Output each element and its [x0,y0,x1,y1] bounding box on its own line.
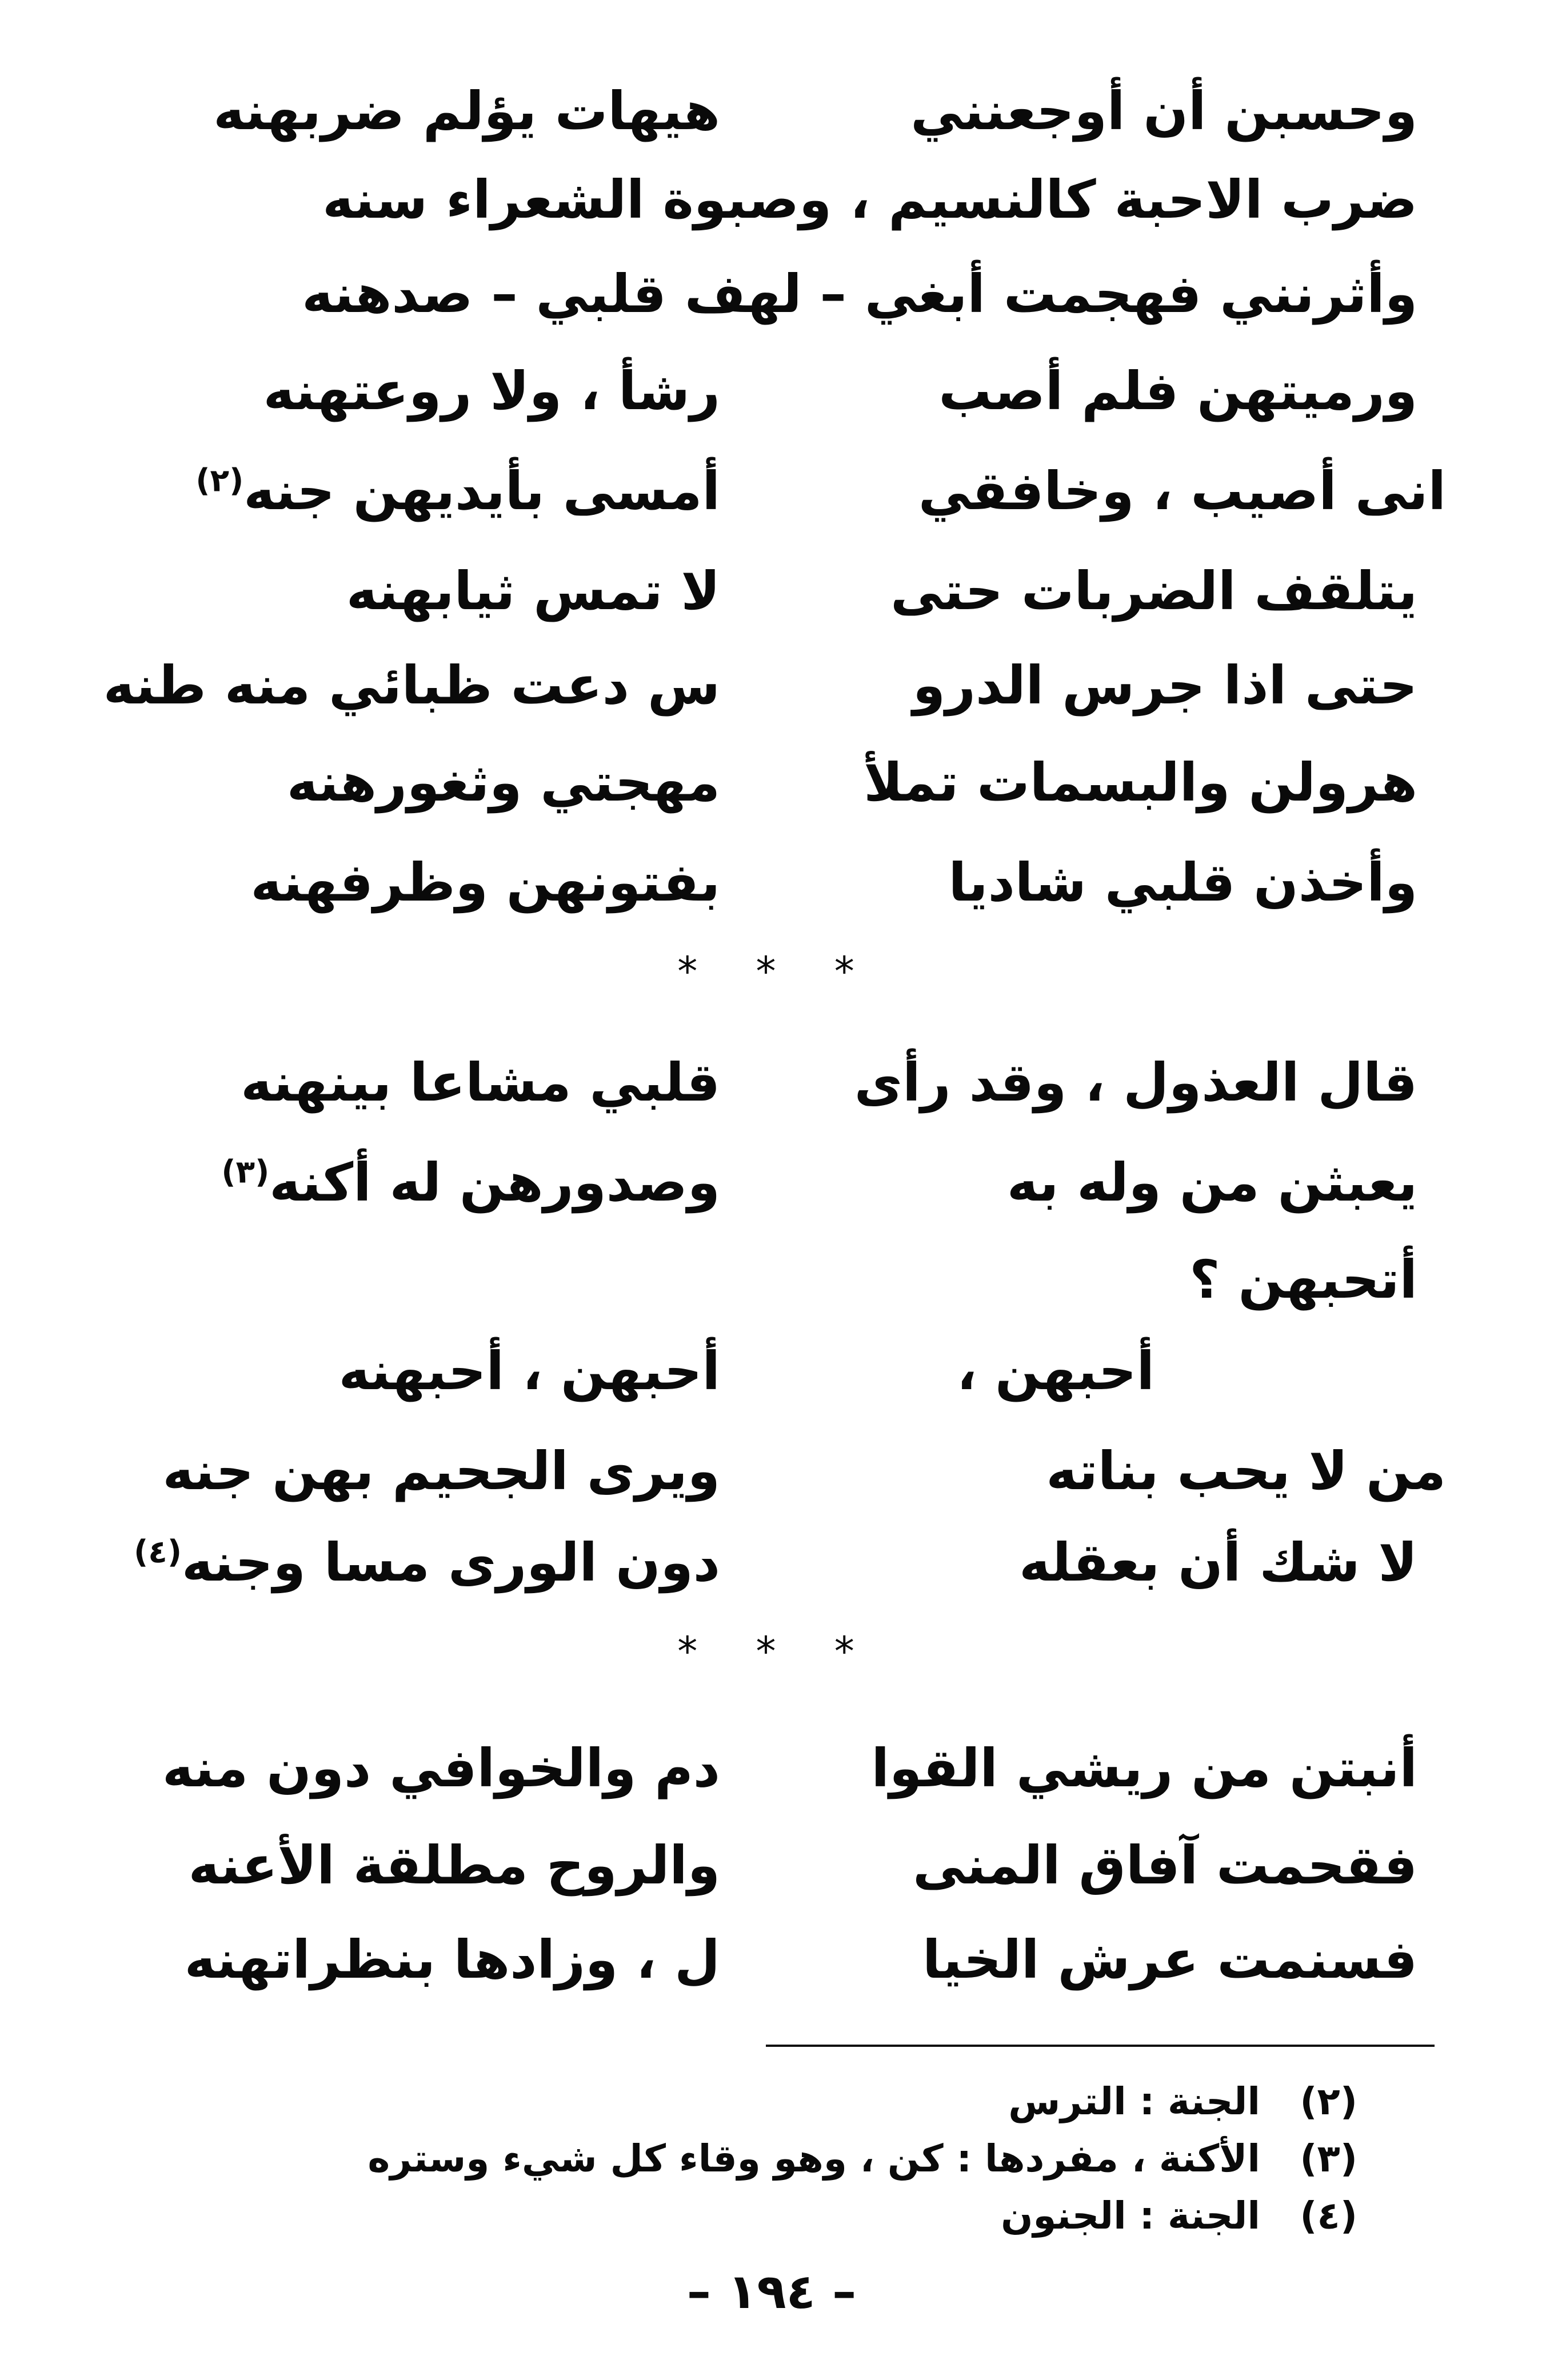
verse-14-hemistich-2: ويرى الجحيم بهن جنه [162,1441,720,1502]
verse-7-hemistich-2: س دعت ظبائي منه طنه [103,655,720,716]
verse-12-question: أتحبهن ؟ [1189,1249,1417,1310]
verse-7-hemistich-1: حتى اذا جرس الدرو [912,655,1417,716]
footnote-ref-3: (٣) [221,1153,270,1190]
verse-6-hemistich-1: يتلقف الضربات حتى [890,561,1417,622]
verse-11-hemistich-1: يعبثن من وله به [1006,1152,1417,1213]
verse-18-hemistich-1: فسنمت عرش الخيا [922,1929,1417,1990]
footnote-4 [1001,2189,1357,2243]
verse-5-hemistich-1: انى أصيب ، وخافقي [918,461,1446,522]
verse-9-hemistich-2: بفتونهن وظرفهنه [250,852,720,913]
verse-5-hemistich-2 [86,449,720,534]
verse-16-hemistich-1: أنبتن من ريشي القوا [871,1738,1417,1799]
verse-13-hemistich-2: أحبهن ، أحبهنه [338,1341,720,1402]
verse-10-hemistich-2: قلبي مشاعا بينهنه [241,1052,720,1113]
verse-14-hemistich-1: من لا يحب بناته [1046,1441,1446,1502]
verse-10-hemistich-1: قال العذول ، وقد رأى [854,1052,1417,1113]
stanza-separator-1: * * * [677,948,877,995]
stanza-separator-2: * * * [677,1628,877,1675]
verse-17-hemistich-2: والروح مطلقة الأعنه [188,1835,720,1896]
footnote-ref-2: (٢) [195,462,244,499]
verse-8-hemistich-1: هرولن والبسمات تملأ [864,752,1417,813]
page-number: – ١٩٤ – [686,2263,857,2319]
footnote-3-number: (٣) [1300,2137,1357,2181]
footnote-2-text: الجنة : الترس [1008,2079,1260,2123]
verse-15-hemistich-1: لا شك أن بعقله [1019,1532,1417,1593]
footnote-4-number: (٤) [1300,2194,1357,2238]
verse-16-hemistich-2: دم والخوافي دون منه [162,1738,720,1799]
footnote-4-text: الجنة : الجنون [1001,2194,1260,2238]
verse-3-full: وأثرنني فهجمت أبغي – لهف قلبي – صدهنه [302,263,1417,325]
verse-6-hemistich-2: لا تمس ثيابهنه [346,561,720,622]
verse-4-hemistich-2: رشأ ، ولا روعتهنه [263,361,720,422]
footnote-2-number: (٢) [1300,2079,1357,2123]
verse-11-hemistich-2 [86,1140,720,1226]
verse-17-hemistich-1: فقحمت آفاق المنى [913,1835,1417,1896]
verse-1-hemistich-2: هيهات يؤلم ضربهنه [213,81,720,142]
footnote-3-text: الأكنة ، مفردها : كن ، وهو وقاء كل شيء وستره [367,2137,1260,2181]
verse-15-text: دون الورى مسا وجنه [181,1532,720,1593]
footnote-divider [766,2045,1435,2047]
verse-4-hemistich-1: ورميتهن فلم أصب [938,361,1417,422]
verse-11-text: وصدورهن له أكنه [269,1152,720,1213]
verse-8-hemistich-2: مهجتي وثغورهنه [286,752,720,813]
verse-9-hemistich-1: وأخذن قلبي شاديا [948,852,1417,913]
footnote-3 [367,2131,1357,2186]
verse-1-hemistich-1: وحسبن أن أوجعنني [910,81,1417,142]
verse-5-text: أمسى بأيديهن جنه [243,461,720,522]
verse-2-full: ضرب الاحبة كالنسيم ، وصبوة الشعراء سنه [322,169,1417,230]
verse-18-hemistich-2: ل ، وزادها بنظراتهنه [184,1929,720,1990]
verse-15-hemistich-2 [69,1520,720,1606]
footnote-2 [1008,2074,1357,2129]
verse-13-hemistich-1: أحبهن ، [957,1341,1154,1402]
footnote-ref-4: (٤) [134,1533,182,1570]
